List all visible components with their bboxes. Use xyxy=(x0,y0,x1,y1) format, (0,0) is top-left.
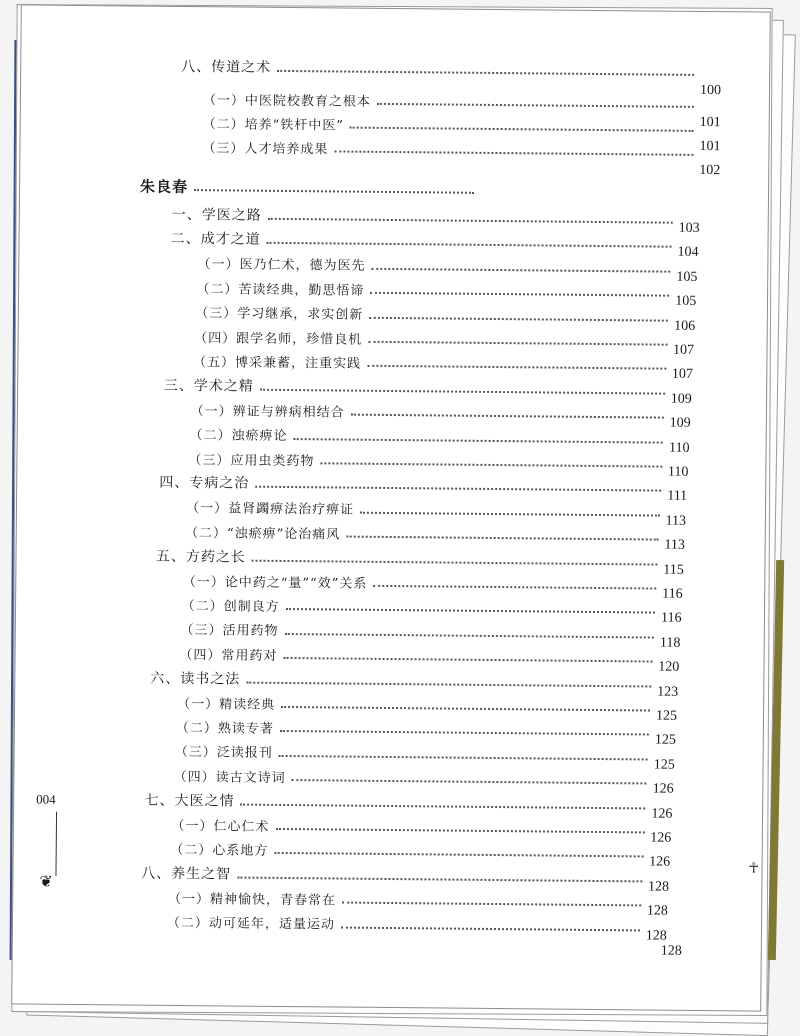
leader-dots xyxy=(252,559,658,565)
toc-entry-label: （五）博采兼蓄，注重实践 xyxy=(192,354,362,372)
toc-entry-subsection[interactable] xyxy=(190,398,691,432)
toc-entry-label: （一）医乃仁术，德为医先 xyxy=(197,257,366,275)
toc-entry-label: （一）仁心仁术 xyxy=(171,818,270,835)
toc-entry-subsection[interactable] xyxy=(194,325,695,358)
toc-entry-subsection[interactable] xyxy=(175,715,676,749)
toc-entry-label: （四）常用药对 xyxy=(179,647,278,664)
toc-entry-chapter[interactable] xyxy=(141,861,670,895)
toc-entry-label: （四）读古文诗词 xyxy=(173,769,286,786)
leader-dots xyxy=(371,268,670,273)
toc-entry-chapter[interactable] xyxy=(163,374,692,407)
leader-dots xyxy=(194,189,474,194)
toc-page-number: 107 xyxy=(671,367,693,383)
toc-entry-label: （二）浊瘀痹论 xyxy=(189,428,288,445)
toc-entry-subsection[interactable] xyxy=(174,740,675,773)
toc-page-number: 116 xyxy=(660,610,682,627)
toc-page-number: 126 xyxy=(652,781,674,797)
toc-entry-label: （四）跟学名师，珍惜良机 xyxy=(194,330,363,348)
toc-entry-chapter[interactable] xyxy=(144,788,673,822)
leader-dots xyxy=(334,150,693,155)
toc-page-number: 100 xyxy=(699,82,722,99)
toc-entry-subsection[interactable] xyxy=(202,135,721,179)
leader-dots xyxy=(360,512,660,517)
leader-dots xyxy=(370,292,669,297)
leader-dots xyxy=(274,852,643,858)
leader-dots xyxy=(280,730,649,736)
leader-dots xyxy=(283,657,652,663)
toc-entry-label: （三）应用虫类药物 xyxy=(188,452,315,469)
toc-entry-label: 七、大医之情 xyxy=(144,792,235,810)
toc-page-number: 118 xyxy=(659,635,681,651)
toc-page-number: 128 xyxy=(645,928,667,944)
toc-page-number: 110 xyxy=(667,464,689,480)
toc-entry-label: （三）活用药物 xyxy=(180,623,279,640)
toc-entry-label: （一）精读经典 xyxy=(177,696,276,713)
toc-entry-label: 二、成才之道 xyxy=(170,231,261,249)
toc-entry-label: （一）中医院校教育之根本 xyxy=(202,92,371,110)
toc-entry-subsection[interactable] xyxy=(181,593,682,627)
toc-page-number: 128 xyxy=(646,903,669,919)
toc-entry-label: （三）泛读报刊 xyxy=(174,745,273,762)
toc-page-number: 111 xyxy=(667,489,688,505)
toc-page xyxy=(11,4,771,1011)
leader-dots xyxy=(267,242,672,248)
toc-entry-chapter[interactable] xyxy=(155,544,684,578)
leader-dots xyxy=(373,585,656,590)
toc-entry-label: 三、学术之精 xyxy=(163,377,254,395)
leader-dots xyxy=(292,779,647,784)
leader-dots xyxy=(351,414,664,419)
leader-dots xyxy=(346,536,658,541)
toc-entry-subsection[interactable] xyxy=(170,837,671,871)
toc-entry-label: （二）熟读专著 xyxy=(175,720,275,737)
toc-page-number: 109 xyxy=(670,391,692,407)
toc-entry-subsection[interactable] xyxy=(179,642,680,675)
leader-dots xyxy=(268,218,673,224)
section-name: 朱良春 xyxy=(139,177,189,196)
toc-page-number: 125 xyxy=(655,708,678,724)
toc-page-number: 113 xyxy=(664,537,686,554)
toc-entry-label: （二）“浊瘀痹”论治痛风 xyxy=(184,525,341,543)
toc-entry-label: （二）苦读经典，勤思悟谛 xyxy=(196,281,365,299)
toc-entry-label: 一、学医之路 xyxy=(171,206,262,224)
toc-entry-label: （三）人才培养成果 xyxy=(202,140,329,157)
toc-entry-subsection[interactable] xyxy=(197,252,698,285)
toc-entry-label: （一）辨证与辨病相结合 xyxy=(190,403,345,421)
leader-dots xyxy=(237,876,642,882)
toc-entry-subsection[interactable] xyxy=(184,520,686,554)
toc-entry-label: （一）益肾蠲痹法治疗痹证 xyxy=(186,501,355,518)
toc-section-heading[interactable] xyxy=(140,175,480,200)
toc-entry-subsection[interactable] xyxy=(188,447,689,480)
toc-entry-chapter[interactable] xyxy=(181,55,722,99)
toc-page-number: 110 xyxy=(668,440,690,456)
toc-entry-label: 四、专病之治 xyxy=(159,475,250,493)
toc-page-number: 125 xyxy=(653,757,675,773)
leader-dots xyxy=(350,127,694,132)
toc-entry-subsection[interactable] xyxy=(167,886,669,919)
toc-entry-label: （二）心系地方 xyxy=(170,842,269,859)
leader-dots xyxy=(284,633,654,639)
toc-page-number: 101 xyxy=(699,114,721,131)
leader-dots xyxy=(241,803,646,809)
leader-dots xyxy=(277,70,694,76)
toc-entry-subsection[interactable] xyxy=(196,276,697,310)
toc-entry-label: （一）论中药之“量”“效”关系 xyxy=(182,574,368,592)
toc-entry-label: 五、方药之长 xyxy=(155,548,246,566)
leader-dots xyxy=(260,389,665,395)
toc-entry-label: （一）精神愉快，青春常在 xyxy=(167,891,337,909)
toc-entry-label: 八、养生之智 xyxy=(141,865,232,883)
toc-page-number: 109 xyxy=(669,415,691,432)
toc-page-number: 123 xyxy=(657,684,679,700)
toc-entry-label: （二）培养“铁杆中医” xyxy=(202,116,345,134)
margin-mark-icon: ☥ xyxy=(748,860,760,877)
toc-entry-subsection[interactable] xyxy=(171,813,672,846)
toc-entry-chapter[interactable] xyxy=(150,666,679,700)
toc-entry-label: （三）学习继承，求实创新 xyxy=(195,306,364,323)
toc-page-number: 102 xyxy=(699,162,721,179)
leader-dots xyxy=(275,828,644,834)
toc-entry-subsection[interactable] xyxy=(166,910,667,944)
leader-dots xyxy=(341,926,640,931)
toc-page-number: 115 xyxy=(663,562,684,578)
toc-entry-subsection[interactable] xyxy=(192,349,693,383)
toc-page-number: 125 xyxy=(654,732,676,749)
toc-entry-label: 八、传道之术 xyxy=(181,58,272,76)
leader-dots xyxy=(294,438,664,444)
toc-page-number: 128 xyxy=(647,879,670,895)
page-folio: 004 xyxy=(36,791,56,807)
toc-page-number: 105 xyxy=(676,269,698,285)
leader-dots xyxy=(368,341,667,346)
toc-entry-subsection[interactable] xyxy=(177,691,678,724)
toc-entry-chapter[interactable] xyxy=(159,471,688,505)
leader-dots xyxy=(255,486,661,492)
toc-page-number: 105 xyxy=(675,293,697,310)
toc-page-number: 103 xyxy=(678,220,700,236)
toc-entry-label: （二）创制良方 xyxy=(181,598,280,615)
toc-entry-chapter[interactable] xyxy=(170,227,699,261)
toc-page-number: 126 xyxy=(651,806,673,822)
toc-page-number: 128 xyxy=(660,943,682,959)
flourish-ornament-icon: ❦ xyxy=(39,871,53,891)
toc-entry-subsection[interactable] xyxy=(186,496,687,529)
leader-dots xyxy=(369,316,668,321)
toc-entry-subsection[interactable] xyxy=(173,764,674,797)
leader-dots xyxy=(377,103,694,108)
toc-page-number: 107 xyxy=(672,342,695,358)
toc-page-number: 116 xyxy=(662,586,683,602)
toc-entry-label: （二）动可延年，适量运动 xyxy=(166,915,335,933)
leader-dots xyxy=(281,706,650,712)
toc-entry-subsection[interactable] xyxy=(182,569,683,602)
toc-page-number: 106 xyxy=(674,318,696,334)
toc-page-number: 126 xyxy=(649,854,671,871)
toc-entry-chapter[interactable] xyxy=(171,203,700,236)
leader-dots xyxy=(279,755,648,761)
toc-entry-label: 六、读书之法 xyxy=(150,670,241,688)
leader-dots xyxy=(320,462,662,467)
leader-dots xyxy=(342,902,641,907)
toc-page-number: 104 xyxy=(677,245,699,261)
toc-page-number: 120 xyxy=(658,659,680,675)
leader-dots xyxy=(367,365,666,370)
toc-page-number: 126 xyxy=(650,830,672,846)
toc-page-number: 113 xyxy=(665,513,687,529)
table-of-contents xyxy=(12,5,770,1010)
toc-page-number: 101 xyxy=(699,138,721,155)
leader-dots xyxy=(286,608,656,614)
leader-dots xyxy=(246,681,651,687)
